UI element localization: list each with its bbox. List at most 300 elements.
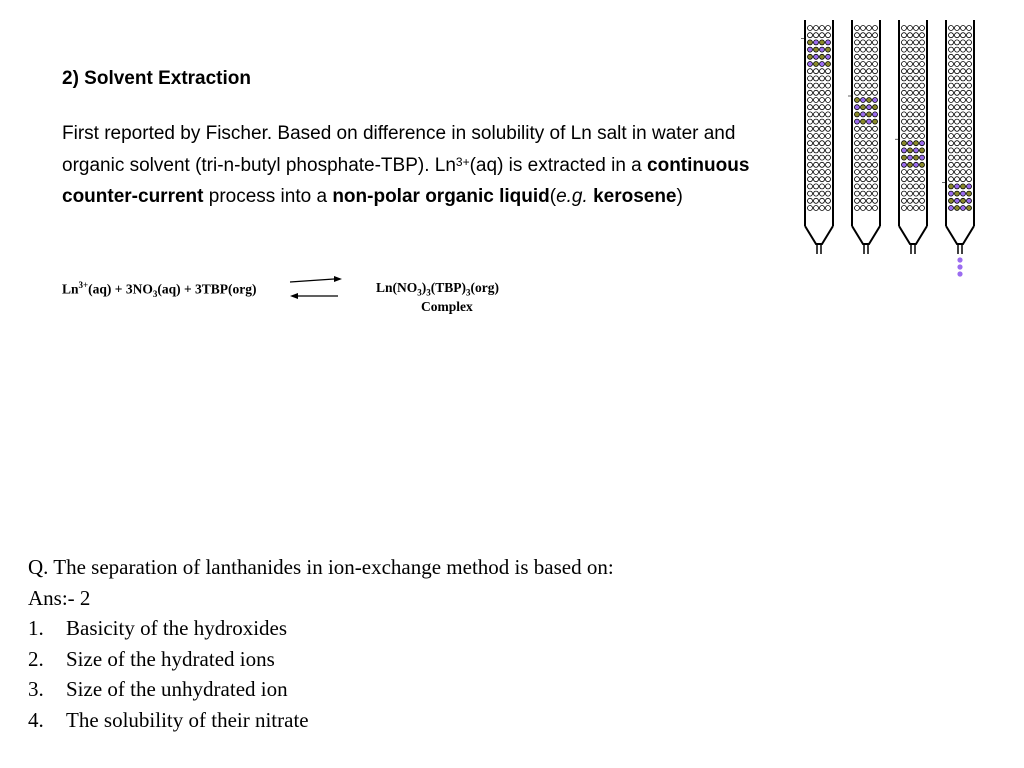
- resin-bead: [867, 47, 872, 52]
- resin-bead: [908, 83, 913, 88]
- resin-bead: [855, 191, 860, 196]
- resin-bead: [826, 126, 831, 131]
- resin-bead: [855, 90, 860, 95]
- resin-bead: [867, 170, 872, 175]
- ion-band-bead: [808, 47, 813, 52]
- resin-bead: [861, 47, 866, 52]
- resin-bead: [902, 184, 907, 189]
- resin-bead: [826, 112, 831, 117]
- resin-bead: [949, 170, 954, 175]
- resin-bead: [920, 105, 925, 110]
- resin-bead: [961, 119, 966, 124]
- resin-bead: [920, 206, 925, 211]
- ion-band-bead: [808, 54, 813, 59]
- resin-bead: [920, 69, 925, 74]
- resin-bead: [908, 112, 913, 117]
- ion-band-bead: [967, 184, 972, 189]
- ion-band-bead: [855, 112, 860, 117]
- resin-bead: [826, 33, 831, 38]
- resin-bead: [914, 76, 919, 81]
- ion-band-bead: [920, 141, 925, 146]
- resin-bead: [873, 148, 878, 153]
- resin-bead: [914, 26, 919, 31]
- resin-bead: [826, 26, 831, 31]
- ion-band-bead: [855, 105, 860, 110]
- resin-bead: [814, 76, 819, 81]
- resin-bead: [967, 26, 972, 31]
- column-taper: [852, 226, 880, 244]
- option-number: 1.: [28, 616, 44, 641]
- resin-bead: [967, 83, 972, 88]
- resin-bead: [902, 105, 907, 110]
- resin-bead: [873, 26, 878, 31]
- resin-bead: [867, 54, 872, 59]
- resin-bead: [920, 98, 925, 103]
- resin-bead: [920, 47, 925, 52]
- resin-bead: [814, 112, 819, 117]
- intro-paragraph: [62, 118, 772, 213]
- resin-bead: [826, 177, 831, 182]
- resin-bead: [902, 98, 907, 103]
- resin-bead: [873, 177, 878, 182]
- resin-bead: [861, 184, 866, 189]
- resin-bead: [908, 90, 913, 95]
- resin-bead: [902, 170, 907, 175]
- resin-bead: [808, 177, 813, 182]
- option-text: Size of the hydrated ions: [66, 646, 275, 671]
- resin-bead: [867, 134, 872, 139]
- resin-bead: [920, 119, 925, 124]
- resin-bead: [920, 126, 925, 131]
- resin-bead: [955, 83, 960, 88]
- resin-bead: [908, 184, 913, 189]
- resin-bead: [867, 198, 872, 203]
- para-bold-nonpolar: non-polar organic liquid: [332, 186, 550, 207]
- eq-part2: (aq) + 3TBP(org): [157, 281, 257, 297]
- forward-arrowhead: [334, 276, 342, 282]
- ion-band-bead: [920, 162, 925, 167]
- resin-bead: [808, 134, 813, 139]
- resin-bead: [949, 54, 954, 59]
- resin-bead: [826, 148, 831, 153]
- resin-bead: [908, 198, 913, 203]
- resin-bead: [867, 69, 872, 74]
- resin-bead: [914, 33, 919, 38]
- option-item: [28, 674, 614, 705]
- resin-bead: [914, 119, 919, 124]
- resin-bead: [902, 47, 907, 52]
- resin-bead: [826, 90, 831, 95]
- para-bold-kerosene: kerosene: [593, 186, 677, 207]
- resin-bead: [961, 162, 966, 167]
- resin-bead: [808, 155, 813, 160]
- resin-bead: [861, 155, 866, 160]
- resin-bead: [855, 54, 860, 59]
- resin-bead: [826, 105, 831, 110]
- resin-bead: [861, 26, 866, 31]
- resin-bead: [814, 198, 819, 203]
- resin-bead: [955, 40, 960, 45]
- ion-band-bead: [902, 155, 907, 160]
- resin-bead: [902, 40, 907, 45]
- option-number: 4.: [28, 707, 44, 732]
- prod-a: Ln(NO: [376, 280, 418, 295]
- resin-bead: [867, 155, 872, 160]
- resin-bead: [902, 198, 907, 203]
- resin-bead: [867, 162, 872, 167]
- resin-bead: [820, 184, 825, 189]
- resin-bead: [955, 141, 960, 146]
- ion-band-bead: [920, 155, 925, 160]
- resin-bead: [861, 126, 866, 131]
- answer-text: Ans:- 2: [28, 585, 91, 610]
- resin-bead: [914, 54, 919, 59]
- resin-bead: [808, 206, 813, 211]
- ion-band-bead: [820, 47, 825, 52]
- slide-heading: 2) Solvent Extraction: [62, 68, 251, 89]
- resin-bead: [855, 198, 860, 203]
- resin-bead: [967, 119, 972, 124]
- resin-bead: [873, 40, 878, 45]
- resin-bead: [808, 90, 813, 95]
- resin-bead: [902, 54, 907, 59]
- resin-bead: [808, 141, 813, 146]
- ion-band-bead: [855, 119, 860, 124]
- resin-bead: [949, 47, 954, 52]
- resin-bead: [955, 90, 960, 95]
- resin-bead: [873, 141, 878, 146]
- resin-bead: [955, 47, 960, 52]
- resin-bead: [920, 90, 925, 95]
- resin-bead: [867, 141, 872, 146]
- resin-bead: [826, 184, 831, 189]
- ion-band-bead: [814, 54, 819, 59]
- resin-bead: [861, 148, 866, 153]
- resin-bead: [955, 69, 960, 74]
- resin-bead: [955, 126, 960, 131]
- resin-bead: [955, 76, 960, 81]
- resin-bead: [814, 83, 819, 88]
- resin-bead: [920, 134, 925, 139]
- resin-bead: [955, 162, 960, 167]
- ion-band-bead: [820, 40, 825, 45]
- resin-bead: [914, 177, 919, 182]
- resin-bead: [967, 54, 972, 59]
- ion-band-bead: [861, 98, 866, 103]
- ion-band-bead: [861, 112, 866, 117]
- resin-bead: [914, 126, 919, 131]
- resin-bead: [908, 26, 913, 31]
- resin-bead: [902, 76, 907, 81]
- resin-bead: [820, 162, 825, 167]
- resin-bead: [867, 83, 872, 88]
- resin-bead: [873, 90, 878, 95]
- ion-band-bead: [861, 119, 866, 124]
- resin-bead: [961, 83, 966, 88]
- resin-bead: [908, 98, 913, 103]
- eq-part1: (aq) + 3NO: [88, 281, 153, 297]
- resin-bead: [867, 90, 872, 95]
- resin-bead: [861, 191, 866, 196]
- resin-bead: [902, 119, 907, 124]
- resin-bead: [814, 105, 819, 110]
- resin-bead: [855, 162, 860, 167]
- resin-bead: [908, 54, 913, 59]
- ion-band-bead: [961, 184, 966, 189]
- resin-bead: [808, 69, 813, 74]
- resin-bead: [861, 54, 866, 59]
- resin-bead: [920, 76, 925, 81]
- column-taper: [805, 226, 833, 244]
- resin-bead: [914, 83, 919, 88]
- resin-bead: [914, 90, 919, 95]
- prod-sub3: 3: [466, 287, 471, 298]
- resin-bead: [867, 62, 872, 67]
- resin-bead: [949, 83, 954, 88]
- resin-bead: [808, 162, 813, 167]
- resin-bead: [955, 177, 960, 182]
- resin-bead: [820, 83, 825, 88]
- resin-bead: [967, 69, 972, 74]
- resin-bead: [861, 198, 866, 203]
- resin-bead: [902, 112, 907, 117]
- resin-bead: [967, 155, 972, 160]
- ion-band-bead: [914, 162, 919, 167]
- resin-bead: [920, 198, 925, 203]
- ion-band-bead: [873, 105, 878, 110]
- resin-bead: [861, 76, 866, 81]
- resin-bead: [961, 54, 966, 59]
- resin-bead: [861, 134, 866, 139]
- resin-bead: [855, 134, 860, 139]
- ion-band-bead: [967, 206, 972, 211]
- resin-bead: [867, 26, 872, 31]
- resin-bead: [949, 162, 954, 167]
- resin-bead: [820, 69, 825, 74]
- resin-bead: [873, 198, 878, 203]
- reaction-product: [376, 280, 499, 298]
- ion-band-bead: [908, 155, 913, 160]
- resin-bead: [820, 198, 825, 203]
- resin-bead: [955, 26, 960, 31]
- ion-band-bead: [826, 62, 831, 67]
- resin-bead: [861, 40, 866, 45]
- resin-bead: [873, 69, 878, 74]
- ion-band-bead: [826, 54, 831, 59]
- resin-bead: [826, 206, 831, 211]
- resin-bead: [826, 119, 831, 124]
- resin-bead: [814, 33, 819, 38]
- resin-bead: [949, 112, 954, 117]
- ion-band-bead: [908, 141, 913, 146]
- resin-bead: [873, 76, 878, 81]
- resin-bead: [967, 105, 972, 110]
- ion-band-bead: [820, 62, 825, 67]
- reaction-equation-left: [62, 280, 257, 299]
- resin-bead: [820, 206, 825, 211]
- eluted-ion-drop: [957, 257, 962, 262]
- resin-bead: [861, 62, 866, 67]
- resin-bead: [808, 112, 813, 117]
- resin-bead: [820, 26, 825, 31]
- prod-sub2: 3: [426, 287, 431, 298]
- ion-band-bead: [908, 162, 913, 167]
- resin-bead: [908, 134, 913, 139]
- ion-band-bead: [808, 40, 813, 45]
- ion-band-bead: [961, 198, 966, 203]
- resin-bead: [867, 191, 872, 196]
- resin-bead: [920, 33, 925, 38]
- resin-bead: [902, 26, 907, 31]
- resin-bead: [855, 76, 860, 81]
- resin-bead: [855, 148, 860, 153]
- eluted-ion-drop: [957, 264, 962, 269]
- resin-bead: [949, 76, 954, 81]
- resin-bead: [855, 126, 860, 131]
- resin-bead: [920, 191, 925, 196]
- resin-bead: [902, 134, 907, 139]
- resin-bead: [814, 191, 819, 196]
- column-taper: [899, 226, 927, 244]
- ion-band-bead: [814, 62, 819, 67]
- resin-bead: [914, 134, 919, 139]
- resin-bead: [808, 198, 813, 203]
- resin-bead: [949, 141, 954, 146]
- resin-bead: [855, 184, 860, 189]
- resin-bead: [955, 33, 960, 38]
- resin-bead: [867, 40, 872, 45]
- option-number: 3.: [28, 677, 44, 702]
- resin-bead: [949, 119, 954, 124]
- resin-bead: [873, 126, 878, 131]
- para-text-2: (aq) is extracted in a: [469, 154, 648, 176]
- eq-ln-charge: 3+: [78, 280, 89, 290]
- resin-bead: [820, 90, 825, 95]
- resin-bead: [908, 170, 913, 175]
- para-text-1: First reported by Fischer. Based on difference in solubility of Ln salt in water and organic solvent (tri-n-butyl phosphate-TBP). Ln: [62, 123, 736, 176]
- resin-bead: [955, 155, 960, 160]
- resin-bead: [867, 206, 872, 211]
- resin-bead: [873, 162, 878, 167]
- resin-bead: [808, 126, 813, 131]
- resin-bead: [855, 206, 860, 211]
- para-bold-continuous: continuous counter-current: [62, 154, 750, 207]
- eq-ln: Ln: [62, 281, 79, 297]
- resin-bead: [855, 170, 860, 175]
- ion-band-bead: [949, 191, 954, 196]
- resin-bead: [914, 112, 919, 117]
- resin-bead: [961, 105, 966, 110]
- resin-bead: [902, 191, 907, 196]
- option-item: [28, 613, 614, 644]
- resin-bead: [873, 47, 878, 52]
- resin-bead: [855, 155, 860, 160]
- ion-band-bead: [914, 148, 919, 153]
- resin-bead: [814, 126, 819, 131]
- ion-band-bead: [955, 191, 960, 196]
- ion-band-bead: [961, 206, 966, 211]
- resin-bead: [949, 33, 954, 38]
- resin-bead: [955, 148, 960, 153]
- resin-bead: [814, 148, 819, 153]
- resin-bead: [902, 33, 907, 38]
- resin-bead: [873, 206, 878, 211]
- resin-bead: [808, 76, 813, 81]
- resin-bead: [855, 141, 860, 146]
- resin-bead: [867, 148, 872, 153]
- resin-bead: [961, 40, 966, 45]
- resin-bead: [908, 206, 913, 211]
- ion-band-bead: [920, 148, 925, 153]
- resin-bead: [826, 83, 831, 88]
- ion-band-bead: [967, 191, 972, 196]
- resin-bead: [808, 119, 813, 124]
- option-text: Basicity of the hydroxides: [66, 616, 288, 641]
- eq-sub3: 3: [152, 289, 158, 300]
- ion-band-bead: [902, 148, 907, 153]
- resin-bead: [961, 33, 966, 38]
- resin-bead: [814, 134, 819, 139]
- resin-bead: [908, 76, 913, 81]
- prod-b: ): [421, 280, 427, 295]
- resin-bead: [961, 90, 966, 95]
- resin-bead: [955, 112, 960, 117]
- resin-bead: [808, 148, 813, 153]
- resin-bead: [914, 198, 919, 203]
- resin-bead: [808, 33, 813, 38]
- resin-bead: [814, 184, 819, 189]
- resin-bead: [820, 177, 825, 182]
- resin-bead: [861, 170, 866, 175]
- resin-bead: [961, 62, 966, 67]
- resin-bead: [967, 148, 972, 153]
- resin-bead: [814, 90, 819, 95]
- resin-bead: [914, 170, 919, 175]
- ion-band-bead: [955, 198, 960, 203]
- resin-bead: [961, 126, 966, 131]
- resin-bead: [873, 83, 878, 88]
- resin-bead: [908, 191, 913, 196]
- resin-bead: [814, 170, 819, 175]
- resin-bead: [820, 126, 825, 131]
- prod-c: (TBP): [430, 280, 467, 295]
- complex-label: Complex: [421, 299, 473, 314]
- resin-bead: [949, 105, 954, 110]
- ion-band-bead: [873, 112, 878, 117]
- prod-d: (org): [470, 280, 499, 295]
- ion-band-bead: [955, 184, 960, 189]
- reverse-arrowhead: [290, 293, 298, 299]
- resin-bead: [920, 177, 925, 182]
- resin-bead: [955, 62, 960, 67]
- para-text-3: process into a: [203, 186, 333, 207]
- resin-bead: [961, 141, 966, 146]
- resin-bead: [826, 141, 831, 146]
- resin-bead: [861, 162, 866, 167]
- resin-bead: [967, 177, 972, 182]
- resin-bead: [902, 177, 907, 182]
- resin-bead: [955, 170, 960, 175]
- resin-bead: [814, 155, 819, 160]
- resin-bead: [920, 26, 925, 31]
- forward-arrow-line: [290, 279, 334, 282]
- resin-bead: [914, 206, 919, 211]
- option-number: 2.: [28, 646, 44, 671]
- resin-bead: [808, 170, 813, 175]
- resin-bead: [920, 170, 925, 175]
- resin-bead: [855, 83, 860, 88]
- resin-bead: [967, 112, 972, 117]
